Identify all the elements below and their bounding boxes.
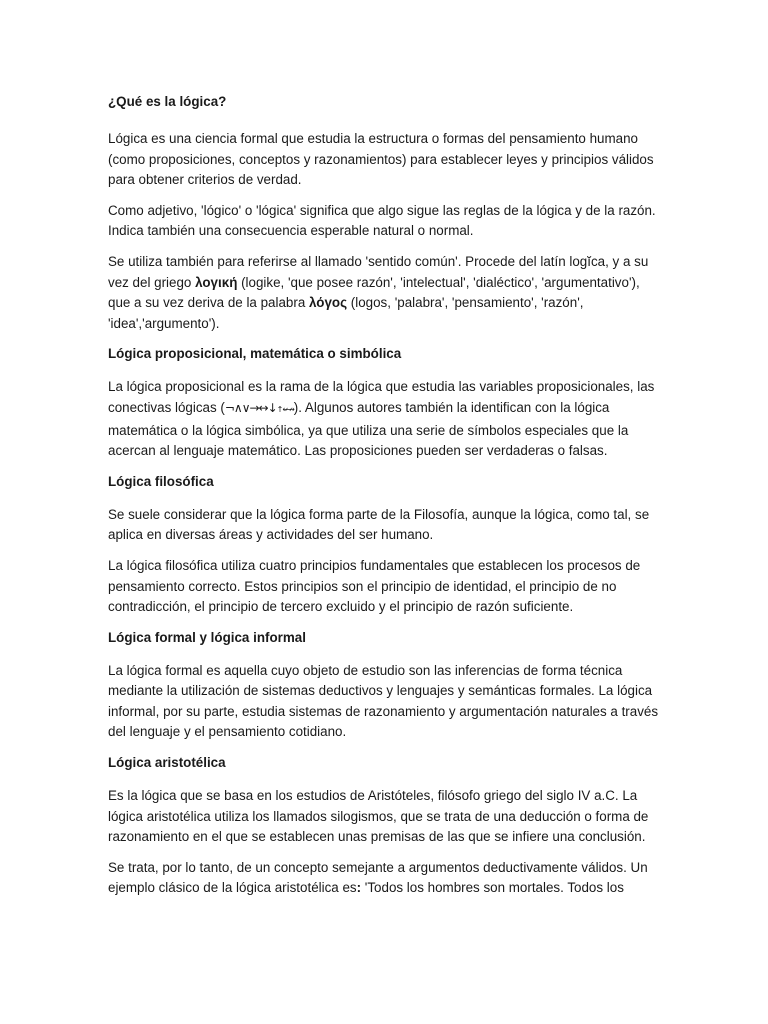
proposicional-text-after: ). Algunos autores también la identifican con la lógica matemática o la lógica simbólica, ya que utiliza una serie de símbolos especiales que la acercan al lenguaje matemático. Las proposiciones pueden ser verdaderas o falsas.: [108, 399, 629, 459]
logic-connectives-symbols: [225, 398, 294, 421]
page-title: ¿Qué es la lógica?: [108, 94, 227, 109]
etymology-paragraph: [108, 252, 664, 334]
etymology-text-1: Se utiliza también para referirse al llamado 'sentido común'. Procede del latín logĭca, y a su vez del griego: [108, 253, 649, 290]
heading-proposicional: Lógica proposicional, matemática o simbólica: [108, 346, 402, 362]
intro-paragraph-2: Como adjetivo, 'lógico' o 'lógica' significa que algo sigue las reglas de la lógica y de la razón. Indica también una consecuencia esperable natural o normal.: [108, 202, 656, 239]
aristotelica-text-after: 'Todos los hombres son mortales. Todos los: [361, 880, 624, 896]
heading-aristotelica: Lógica aristotélica: [108, 755, 226, 771]
etymology-text-3: (logos, 'palabra', 'pensamiento', 'razón', 'idea','argumento').: [108, 295, 584, 331]
proposicional-text-before: La lógica proposicional es la rama de la lógica que estudia las variables proposicionales, las conectivas lógicas (: [108, 379, 655, 415]
greek-word-logike: λογική: [195, 274, 238, 290]
proposicional-paragraph: [108, 377, 664, 461]
aristotelica-colon: :: [356, 880, 362, 896]
aristotelica-paragraph-1: Es la lógica que se basa en los estudios de Aristóteles, filósofo griego del siglo IV a.C. La lógica aristotélica utiliza los llamados silogismos, que se trata de una deducción o forma de razonamiento en el que se establecen unas premisas de las que se infiere una conclusión.: [108, 788, 649, 845]
etymology-text-2: (logike, 'que posee razón', 'intelectual', 'dialéctico', 'argumentativo'), que a su vez deriva de la palabra: [108, 274, 640, 311]
aristotelica-paragraph-2: [108, 858, 664, 899]
heading-filosofica: Lógica filosófica: [108, 473, 214, 489]
formal-paragraph-1: La lógica formal es aquella cuyo objeto de estudio son las inferencias de forma técnica mediante la utilización de sistemas deductivos y lenguajes y semánticas formales. La lógica informal, por su parte, estudia sistemas de razonamiento y argumentación naturales a través del lenguaje y el pensamiento cotidiano.: [108, 662, 659, 740]
aristotelica-text-before: Se trata, por lo tanto, de un concepto semejante a argumentos deductivamente válidos. Un ejemplo clásico de la lógica aristotélica es: [108, 859, 648, 896]
heading-formal: Lógica formal y lógica informal: [108, 629, 306, 645]
filosofica-paragraph-1: Se suele considerar que la lógica forma parte de la Filosofía, aunque la lógica, como tal, se aplica en diversas áreas y actividades del ser humano.: [108, 506, 650, 543]
intro-paragraph-1: Lógica es una ciencia formal que estudia la estructura o formas del pensamiento humano (como proposiciones, conceptos y razonamientos) para establecer leyes y principios válidos para obtener criterios de verdad.: [108, 131, 654, 188]
logic-symbols-small: ↑↚↛: [276, 404, 294, 414]
greek-word-logos: λόγος: [309, 295, 348, 311]
logic-symbols-main: ¬∧∨→↔↓: [224, 400, 277, 415]
filosofica-paragraph-2: La lógica filosófica utiliza cuatro principios fundamentales que establecen los procesos de pensamiento correcto. Estos principios son el principio de identidad, el principio de no contradicción, el principio de tercero excluido y el principio de razón suficiente.: [108, 557, 641, 615]
